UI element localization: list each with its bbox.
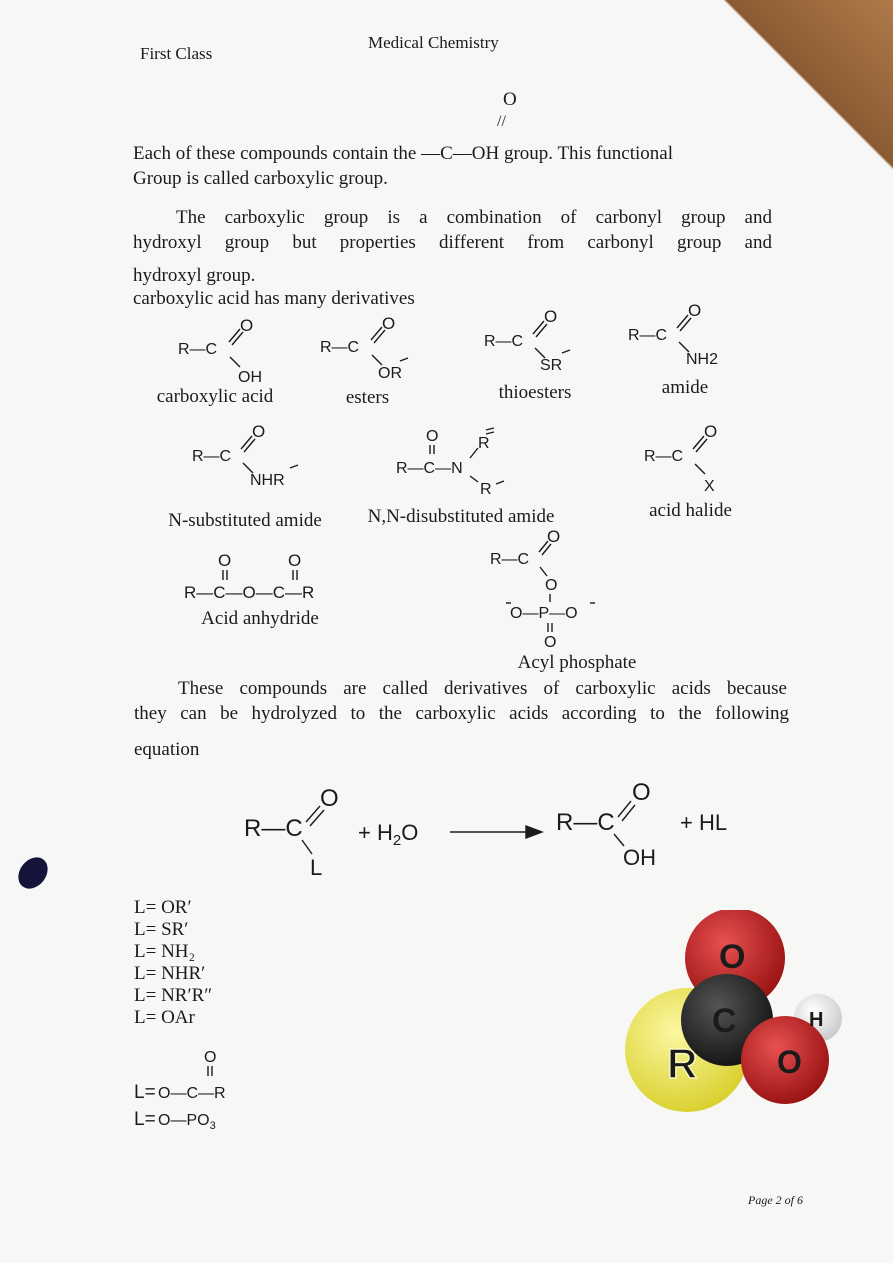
eq-plus-water: + $H_2O$: [358, 820, 419, 849]
intro-line1: Each of these compounds contain the —C—OH group. This functional: [133, 143, 674, 164]
svg-text:OH: OH: [238, 369, 262, 385]
svg-text:O: O: [382, 314, 396, 333]
eq-reactant-l: L: [310, 855, 323, 880]
svg-text:O: O: [547, 527, 561, 546]
svg-text:R—C: R—C: [644, 448, 684, 465]
svg-text:O: O: [252, 422, 266, 441]
hydrolysis-equation: [240, 770, 760, 885]
h-atom-label: H: [809, 1009, 824, 1031]
label-thioesters: thioesters: [498, 382, 572, 403]
lg-item: L= OAr: [134, 1007, 195, 1028]
para3-line2: they can be hydrolyzed to the carboxylic acids according to the following: [134, 703, 789, 724]
para3-line1: These compounds are called derivatives of carboxylic acids because: [178, 678, 787, 699]
svg-text:R—C—O—C—R: R—C—O—C—R: [184, 583, 315, 602]
para2-line3: hydroxyl group.: [133, 265, 256, 286]
leaving-group-list: [134, 897, 212, 1029]
carboxyl-model: [615, 910, 845, 1125]
ink-blot: [12, 852, 53, 895]
svg-text:R—C: R—C: [178, 341, 218, 358]
group-bond: //: [497, 113, 506, 130]
svg-text:O: O: [426, 428, 439, 445]
eq-reactant-o: O: [320, 785, 339, 812]
para2-line2: hydroxyl group but properties different from carbonyl group and: [133, 232, 772, 253]
svg-text:R—C: R—C: [490, 551, 530, 568]
svg-text:R—C: R—C: [628, 327, 668, 344]
svg-text:O—PO3: $O—PO_3$: [158, 1112, 216, 1132]
svg-text:NH2: NH2: [686, 351, 719, 368]
para2-line1: The carboxylic group is a combination of carbonyl group and: [176, 207, 772, 228]
group-top-o: O: [503, 89, 517, 110]
label-esters: esters: [345, 387, 390, 408]
r-atom-label: R: [667, 1040, 698, 1087]
carboxyl-formula: —C—OH: [421, 143, 500, 164]
label-acyl-phosphate: Acyl phosphate: [517, 652, 637, 673]
label-amide: amide: [661, 377, 709, 398]
lg-item: L= NR′R″: [134, 985, 213, 1006]
label-acid-anhydride: Acid anhydride: [201, 608, 319, 629]
carboxylic-acid-structure: [170, 305, 280, 385]
svg-text:R—C: R—C: [320, 339, 360, 356]
svg-text:SR: SR: [540, 357, 563, 374]
svg-text:R—C: R—C: [484, 333, 524, 350]
svg-text:L=: L=: [134, 1082, 156, 1103]
svg-text:R—C: R—C: [192, 448, 232, 465]
eq-product-oh: OH: [623, 845, 656, 870]
eq-plus-hl: + HL: [680, 810, 728, 835]
header-title: Medical Chemistry: [368, 33, 499, 52]
ester-structure: [312, 303, 422, 383]
acid-anhydride-structure: [180, 546, 350, 606]
label-carboxylic-acid: carboxylic acid: [156, 386, 274, 407]
svg-text:NHR: NHR: [250, 472, 285, 489]
svg-text:O: O: [204, 1049, 217, 1066]
svg-text:R: R: [478, 435, 490, 452]
svg-text:R: R: [480, 481, 492, 498]
lg-item: L= NHR′: [134, 963, 206, 984]
amide-structure: [622, 292, 742, 372]
svg-text:O: O: [288, 551, 302, 570]
nn-disubstituted-amide-structure: [390, 418, 530, 503]
svg-text:O: O: [688, 301, 702, 320]
svg-text:X: X: [704, 478, 715, 495]
svg-text:O: O: [240, 316, 254, 335]
n-substituted-amide-structure: [186, 414, 316, 494]
lg-item: L= NH₂: [134, 941, 196, 962]
svg-text:O: O: [218, 551, 232, 570]
svg-text:O—P—O: O—P—O: [510, 605, 578, 622]
svg-text:O: O: [545, 577, 558, 594]
label-n-substituted-amide: N-substituted amide: [168, 510, 322, 531]
o-top-atom-label: O: [719, 938, 746, 976]
acid-halide-structure: [638, 412, 748, 497]
lg-item: L= OR′: [134, 897, 192, 918]
header-class: First Class: [140, 44, 213, 63]
eq-product: R—C: [556, 809, 615, 836]
eq-reactant: R—C: [244, 815, 303, 842]
para3-line3: equation: [134, 739, 200, 760]
thioester-structure: [478, 298, 588, 378]
svg-text:O: O: [544, 634, 557, 651]
o-right-atom-label: O: [777, 1044, 802, 1080]
intro-line2: Group is called carboxylic group.: [133, 168, 388, 189]
lg-phosphate-structure: [134, 1103, 264, 1133]
page-corner-shadow: [723, 0, 893, 200]
svg-text:L=: L=: [134, 1109, 156, 1130]
label-acid-halide: acid halide: [649, 500, 732, 521]
lg-item: L= SR′: [134, 919, 189, 940]
label-nn-disubstituted-amide: N,N-disubstituted amide: [367, 506, 555, 527]
acyl-phosphate-structure: [484, 524, 624, 654]
svg-text:O—C—R: O—C—R: [158, 1085, 226, 1102]
svg-text:R—C—N: R—C—N: [396, 460, 463, 477]
lg-ester-structure: [134, 1046, 274, 1106]
c-atom-label: C: [712, 1002, 737, 1040]
svg-text:O: O: [544, 307, 558, 326]
derivatives-intro: carboxylic acid has many derivatives: [133, 288, 415, 309]
eq-product-o: O: [632, 779, 651, 806]
svg-text:O: O: [704, 422, 718, 441]
svg-text:OR: OR: [378, 365, 402, 382]
page-number: Page 2 of 6: [748, 1193, 803, 1207]
